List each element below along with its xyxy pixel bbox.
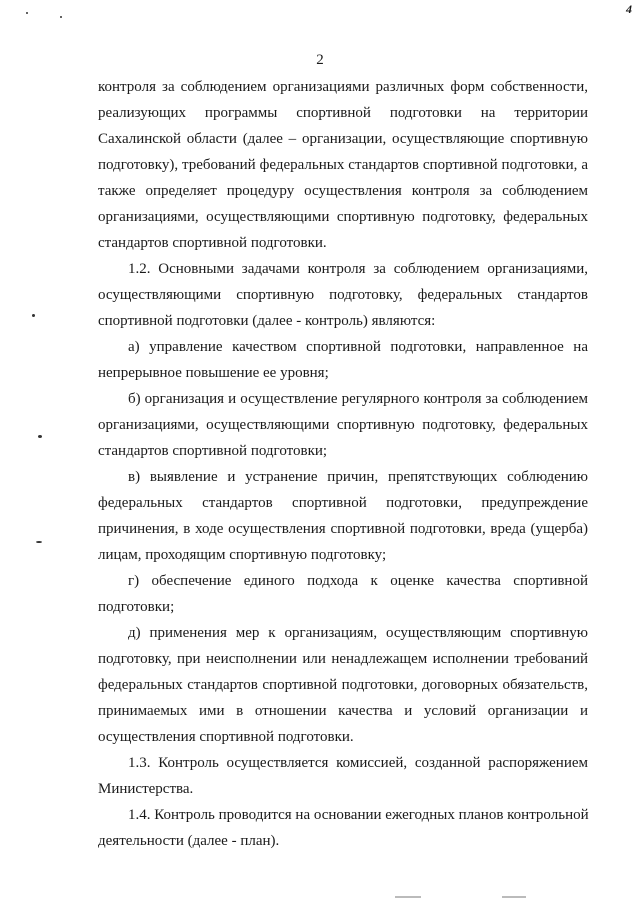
text-line: подготовки;	[98, 599, 175, 615]
text-line: спортивной подготовки (далее - контроль) являются:	[98, 313, 436, 329]
text-line: а) управление качеством спортивной подготовки, направленное на	[128, 339, 588, 355]
text-line: федеральных стандартов спортивной подготовки, договорных обязательств,	[98, 677, 588, 693]
paragraph-item-v	[98, 464, 588, 568]
text-line: причинения, в ходе осуществления спортивной подготовки, вреда (ущерба)	[98, 521, 588, 537]
paragraph-item-b	[98, 386, 588, 464]
text-line: подготовку, при неисполнении или ненадлежащем исполнении требований	[98, 651, 588, 667]
scan-speck	[38, 435, 42, 438]
paragraph-1-4	[98, 802, 588, 854]
page-number: 2	[316, 52, 324, 68]
text-line: принимаемых ими в отношении качества и условий организации и	[98, 703, 588, 719]
text-line: деятельности (далее - план).	[98, 833, 280, 849]
text-line: 1.3. Контроль осуществляется комиссией, созданной распоряжением	[128, 755, 588, 771]
text-line: непрерывное повышение ее уровня;	[98, 365, 329, 381]
text-line: б) организация и осуществление регулярного контроля за соблюдением	[128, 391, 588, 407]
scan-speck	[60, 16, 62, 18]
scan-smudge	[502, 896, 526, 898]
paragraph-1-2	[98, 256, 588, 334]
scan-speck	[36, 541, 42, 543]
text-line: Министерства.	[98, 781, 194, 797]
text-line: реализующих программы спортивной подготовки на территории	[98, 105, 588, 121]
text-line: осуществления спортивной подготовки.	[98, 729, 354, 745]
paragraph-item-g	[98, 568, 588, 620]
scan-speck	[26, 12, 28, 14]
text-line: осуществляющими спортивную подготовку, федеральных стандартов	[98, 287, 588, 303]
text-line: лицам, проходящим спортивную подготовку;	[98, 547, 387, 563]
paragraph-item-d	[98, 620, 588, 750]
paragraph-item-a	[98, 334, 588, 386]
text-line: Сахалинской области (далее – организации, осуществляющие спортивную	[98, 131, 588, 147]
text-line: также определяет процедуру осуществления контроля за соблюдением	[98, 183, 588, 199]
document-body	[98, 74, 588, 854]
text-line: организациями, осуществляющими спортивную подготовку, федеральных	[98, 209, 588, 225]
text-line: в) выявление и устранение причин, препятствующих соблюдению	[128, 469, 588, 485]
text-line: подготовку), требований федеральных стандартов спортивной подготовки, а	[98, 157, 588, 173]
text-line: стандартов спортивной подготовки;	[98, 443, 328, 459]
text-line: г) обеспечение единого подхода к оценке качества спортивной	[128, 573, 588, 589]
text-line: д) применения мер к организациям, осуществляющим спортивную	[128, 625, 588, 641]
scan-smudge	[395, 896, 421, 898]
paragraph-intro-continuation	[98, 74, 588, 256]
scan-speck	[32, 314, 35, 317]
text-line: 1.4. Контроль проводится на основании ежегодных планов контрольной	[128, 807, 589, 823]
text-line: организациями, осуществляющими спортивную подготовку, федеральных	[98, 417, 588, 433]
text-line: 1.2. Основными задачами контроля за соблюдением организациями,	[128, 261, 588, 277]
paragraph-1-3	[98, 750, 588, 802]
handwritten-page-mark: 4	[626, 2, 632, 16]
text-line: контроля за соблюдением организациями различных форм собственности,	[98, 79, 588, 95]
text-line: стандартов спортивной подготовки.	[98, 235, 327, 251]
text-line: федеральных стандартов спортивной подготовки, предупреждение	[98, 495, 588, 511]
